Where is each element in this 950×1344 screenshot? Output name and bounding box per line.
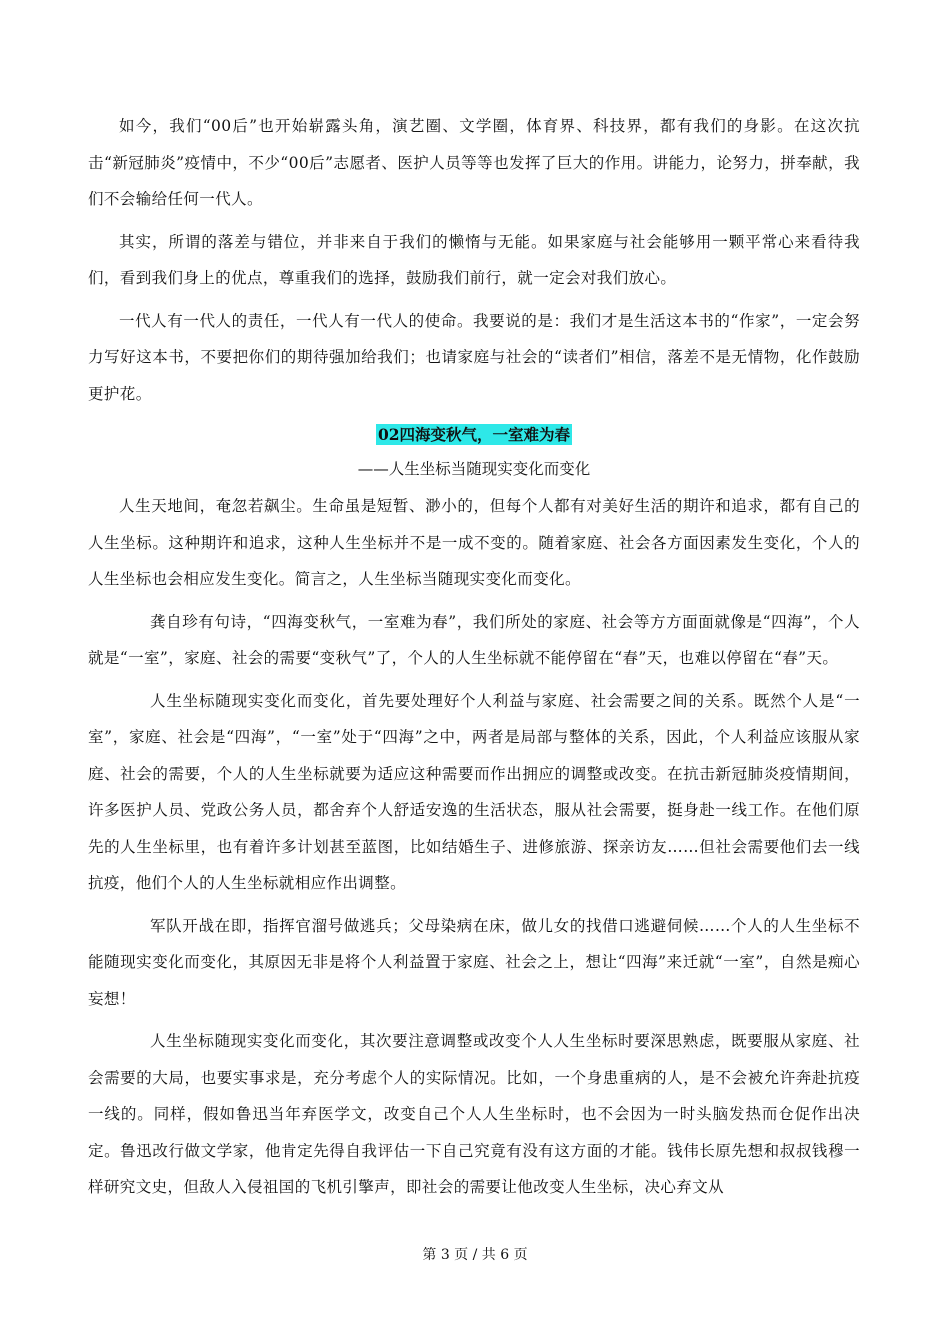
section-title-text: 02四海变秋气，一室难为春 <box>377 425 571 444</box>
paragraph: 如今，我们“00后”也开始崭露头角，演艺圈、文学圈，体育界、科技界，都有我们的身影。在这次抗击“新冠肺炎”疫情中，不少“00后”志愿者、医护人员等等也发挥了巨大的作用。讲能力，论努力，拼奉献，我们不会输给任何一代人。 <box>88 117 860 208</box>
section-subtitle: ——人生坐标当随现实变化而变化 <box>357 460 591 478</box>
paragraph: 一代人有一代人的责任，一代人有一代人的使命。我要说的是：我们才是生活这本书的“作家”，一定会努力写好这本书，不要把你们的期待强加给我们；也请家庭与社会的“读者们”相信，落差不是无情物，化作鼓励更护花。 <box>88 311 860 403</box>
section-title <box>88 418 860 452</box>
document-page <box>88 108 860 1212</box>
paragraph: 龚自珍有句诗，“四海变秋气，一室难为春”，我们所处的家庭、社会等方方面面就像是“四海”，个人就是“一室”，家庭、社会的需要“变秋气”了，个人的人生坐标就不能停留在“春”天，也难以停留在“春”天。 <box>88 612 860 667</box>
page-footer: 第 3 页 / 共 6 页 <box>422 1247 528 1263</box>
paragraph: 人生坐标随现实变化而变化，其次要注意调整或改变个人人生坐标时要深思熟虑，既要服从家庭、社会需要的大局，也要实事求是，充分考虑个人的实际情况。比如，一个身患重病的人，是不会被允许奔赴抗疫一线的。同样，假如鲁迅当年弃医学文，改变自己个人人生坐标时，也不会因为一时头脑发热而仓促作出决定。鲁迅改行做文学家，他肯定先得自我评估一下自己究竟有没有这方面的才能。钱伟长原先想和叔叔钱穆一样研究文史，但敌人入侵祖国的飞机引擎声，即社会的需要让他改变人生坐标，决心弃文从 <box>88 1032 860 1196</box>
paragraph: 人生天地间，奄忽若飙尘。生命虽是短暂、渺小的，但每个人都有对美好生活的期许和追求，都有自己的人生坐标。这种期许和追求，这种人生坐标并不是一成不变的。随着家庭、社会各方面因素发生变化，个人的人生坐标也会相应发生变化。简言之，人生坐标当随现实变化而变化。 <box>88 497 860 588</box>
paragraph: 军队开战在即，指挥官溜号做逃兵；父母染病在床，做儿女的找借口逃避伺候……个人的人生坐标不能随现实变化而变化，其原因无非是将个人利益置于家庭、社会之上，想让“四海”来迁就“一室”，自然是痴心妄想！ <box>88 916 860 1008</box>
paragraph: 其实，所谓的落差与错位，并非来自于我们的懒惰与无能。如果家庭与社会能够用一颗平常心来看待我们，看到我们身上的优点，尊重我们的选择，鼓励我们前行，就一定会对我们放心。 <box>88 232 860 287</box>
paragraph: 人生坐标随现实变化而变化，首先要处理好个人利益与家庭、社会需要之间的关系。既然个人是“一室”，家庭、社会是“四海”，“一室”处于“四海”之中，两者是局部与整体的关系，因此，个人利益应该服从家庭、社会的需要，个人的人生坐标就要为适应这种需要而作出拥应的调整或改变。在抗击新冠肺炎疫情期间，许多医护人员、党政公务人员，都舍弃个人舒适安逸的生活状态，服从社会需要，挺身赴一线工作。在他们原先的人生坐标里，也有着许多计划甚至蓝图，比如结婚生子、进修旅游、探亲访友……但社会需要他们去一线抗疫，他们个人的人生坐标就相应作出调整。 <box>88 691 860 892</box>
